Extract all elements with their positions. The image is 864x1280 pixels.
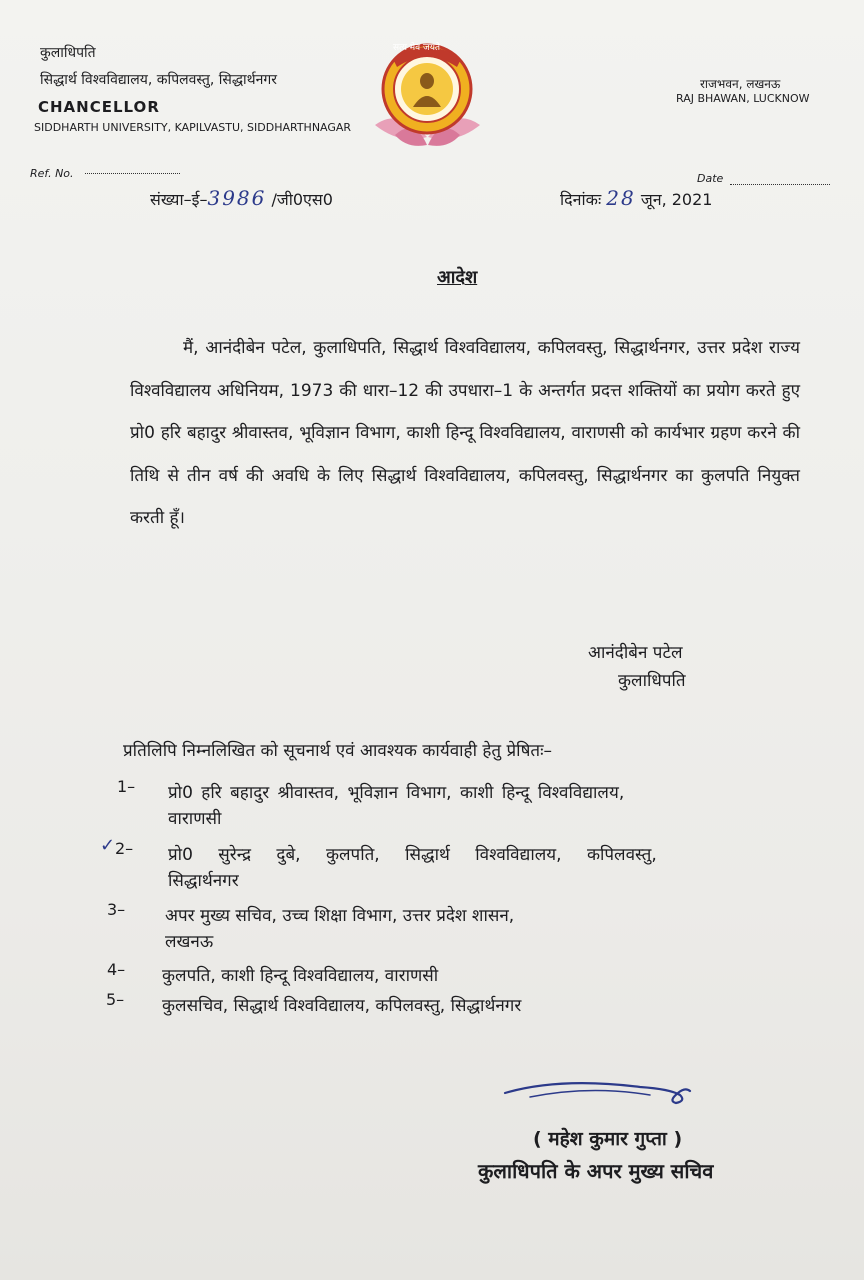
- date-label: Date: [697, 172, 724, 185]
- reference-handwritten-number: 3986: [207, 186, 267, 210]
- copy-item-number: 2–: [115, 839, 134, 858]
- copy-item-number: 4–: [107, 960, 126, 979]
- copy-item-text: प्रो0 हरि बहादुर श्रीवास्तव, भूविज्ञान विभाग, काशी हिन्दू विश्वविद्यालय,: [168, 783, 625, 803]
- reference-number: [150, 186, 333, 210]
- reference-prefix: संख्या–ई–: [150, 190, 208, 209]
- seal-motto-text: सत्य मेव जयते: [393, 43, 441, 53]
- copy-item-text: प्रो0 सुरेन्द्र दुबे, कुलपति, सिद्धार्थ विश्वविद्यालय, कपिलवस्तु,: [168, 845, 657, 865]
- signatory-name: आनंदीबेन पटेल: [588, 643, 683, 663]
- copy-item-text: कुलसचिव, सिद्धार्थ विश्वविद्यालय, कपिलवस्तु, सिद्धार्थनगर: [162, 996, 522, 1016]
- signatory-designation: कुलाधिपति: [618, 671, 686, 691]
- ref-label: Ref. No.: [30, 167, 74, 180]
- issue-date: [560, 186, 712, 210]
- letterhead-office-english: CHANCELLOR: [38, 98, 160, 116]
- date-month-year: जून, 2021: [640, 190, 713, 209]
- handwritten-signature: [500, 1075, 695, 1115]
- date-dotted-line: [730, 183, 830, 185]
- copy-item-text-continued: लखनऊ: [165, 932, 214, 952]
- letterhead-university-english: SIDDHARTH UNIVERSITY, KAPILVASTU, SIDDHARTHNAGAR: [34, 121, 352, 134]
- copy-item-number: 5–: [106, 990, 125, 1009]
- order-body: मैं, आनंदीबेन पटेल, कुलाधिपति, सिद्धार्थ विश्वविद्यालय, कपिलवस्तु, सिद्धार्थनगर, उत्तर प्रदेश राज्य विश्वविद्यालय अधिनियम, 1973 की धारा–12 की उपधारा–1 के अन्तर्गत प्रदत्त शक्तियों का प्रयोग करते हुए प्रो0 हरि बहादुर श्रीवास्तव, भूविज्ञान विभाग, काशी हिन्दू विश्वविद्यालय, वाराणसी को कार्यभार ग्रहण करने की तिथि से तीन वर्ष की अवधि के लिए सिद्धार्थ विश्वविद्यालय, कपिलवस्तु, सिद्धार्थनगर का कुलपति नियुक्त करती हूँ।: [130, 338, 800, 528]
- handwritten-check-mark: ✓: [100, 835, 116, 856]
- copy-item-text-continued: सिद्धार्थनगर: [168, 871, 239, 891]
- letterhead-place-english: RAJ BHAWAN, LUCKNOW: [676, 92, 810, 105]
- letterhead-place-hindi: राजभवन, लखनऊ: [700, 77, 781, 91]
- order-title: आदेश: [437, 267, 478, 288]
- copy-item-text: कुलपति, काशी हिन्दू विश्वविद्यालय, वाराणसी: [162, 966, 439, 986]
- letterhead-university-hindi: सिद्धार्थ विश्वविद्यालय, कपिलवस्तु, सिद्धार्थनगर: [40, 72, 277, 88]
- date-label-hindi: दिनांकः: [560, 190, 602, 209]
- ref-dotted-line: [85, 172, 180, 174]
- copy-item-number: 1–: [117, 777, 136, 796]
- copy-item-text-continued: वाराणसी: [168, 809, 222, 829]
- officer-designation: कुलाधिपति के अपर मुख्य सचिव: [478, 1159, 714, 1183]
- copy-item-number: 3–: [107, 900, 126, 919]
- copy-to-heading: प्रतिलिपि निम्नलिखित को सूचनार्थ एवं आवश्यक कार्यवाही हेतु प्रेषितः–: [123, 741, 553, 761]
- officer-name: ( महेश कुमार गुप्ता ): [533, 1128, 683, 1150]
- letterhead-office-hindi: कुलाधिपति: [40, 45, 96, 61]
- reference-suffix: /जी0एस0: [271, 190, 333, 209]
- university-seal-logo: [365, 37, 490, 152]
- copy-item-text: अपर मुख्य सचिव, उच्च शिक्षा विभाग, उत्तर प्रदेश शासन,: [165, 906, 515, 926]
- date-handwritten-day: 28: [606, 186, 636, 210]
